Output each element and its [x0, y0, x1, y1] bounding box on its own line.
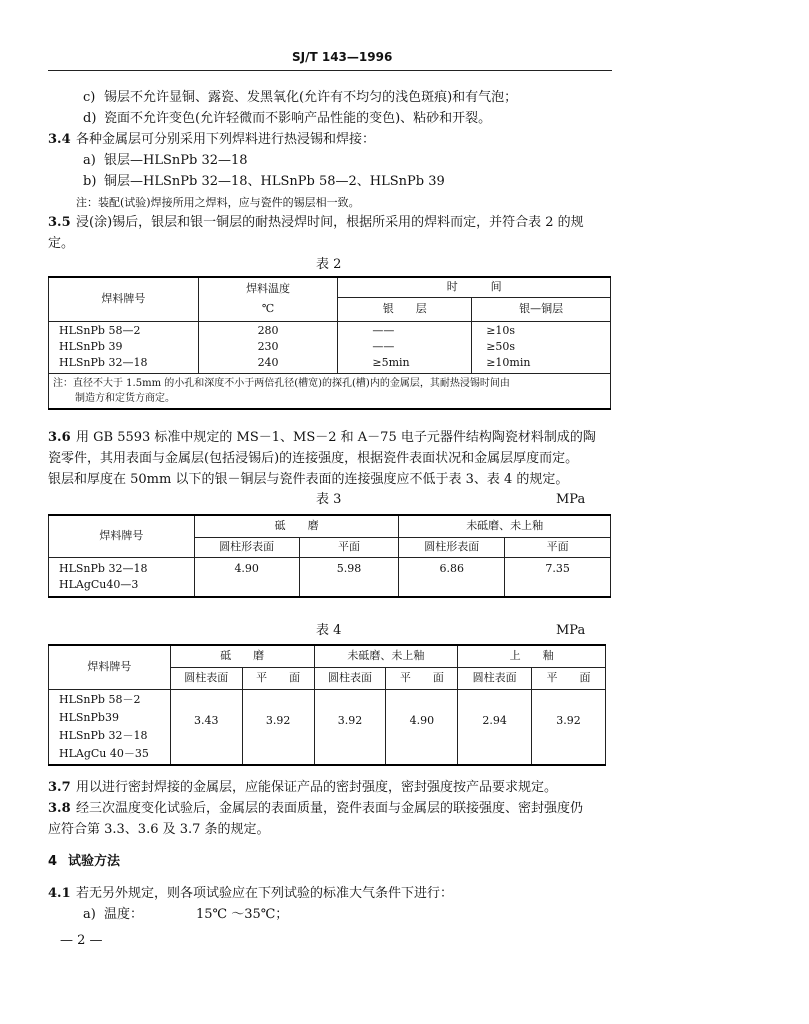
page-number: — 2 — — [60, 933, 103, 948]
table2-row-solder: HLSnPb 58—2 — [59, 324, 141, 337]
clause-3-7-text: 用以进行密封焊接的金属层，应能保证产品的密封强度，密封强度按产品要求规定。 — [76, 780, 558, 795]
table4-header-solder: 焊料牌号 — [49, 645, 171, 689]
table2-col-temp — [198, 321, 338, 373]
table4-solder: HLSnPb39 — [59, 710, 119, 724]
table2-row-agcu: ≥10s — [486, 324, 516, 337]
table2-header-time: 时 间 — [338, 277, 611, 297]
table2-row-silver: ≥5min — [372, 356, 410, 369]
clause-3-5-line2: 定。 — [48, 236, 75, 251]
table4-header-flat: 平 面 — [532, 667, 606, 689]
table4-header-glazed: 上 釉 — [458, 645, 606, 667]
clause-3-6-number: 3.6 — [48, 430, 71, 445]
table3-value: 4.90 — [194, 557, 299, 597]
table4-value: 3.92 — [242, 689, 314, 765]
item-d-text: 瓷面不允许变色(允许轻微而不影响产品性能的变色)、粘砂和开裂。 — [104, 111, 492, 126]
table2-note-line2: 制造方和定货方商定。 — [75, 392, 175, 404]
clause-3-6-line1: 用 GB 5593 标准中规定的 MS－1、MS－2 和 A－75 电子元器件结构陶瓷材料制成的陶 — [76, 430, 596, 445]
clause-3-5-line1: 浸(涂)锡后，银层和银一铜层的耐热浸焊时间，根据所采用的焊料而定，并符合表 2 的规 — [76, 215, 584, 230]
clause-3-4-number: 3.4 — [48, 132, 71, 147]
table4-caption: 表 4 — [316, 623, 342, 638]
clause-3-4-a-text: 银层—HLSnPb 32—18 — [104, 153, 248, 168]
document-header: SJ/T 143—1996 — [292, 50, 393, 64]
table2-row-silver: —— — [372, 340, 395, 353]
table4-solder: HLAgCu 40－35 — [59, 746, 149, 760]
table2-header-temp-label: 焊料温度 — [246, 282, 291, 296]
clause-4-1-text: 若无另外规定，则各项试验应在下列试验的标准大气条件下进行： — [76, 886, 454, 901]
item-c-text: 锡层不允许显铜、露瓷、发黑氧化(允许有不均匀的浅色斑痕)和有气泡； — [104, 90, 518, 105]
table2-note-line1: 注：直径不大于 1.5mm 的小孔和深度不小于两倍孔径(槽宽)的探孔(槽)内的金属层，其耐热浸锡时间由 — [53, 377, 510, 389]
clause-4-1-number: 4.1 — [48, 886, 71, 901]
section-4-number: 4 — [48, 854, 58, 869]
table4-header-cyl: 圆柱表面 — [458, 667, 532, 689]
table2-row-temp: 280 — [257, 324, 279, 337]
table4-header-cyl: 圆柱表面 — [170, 667, 242, 689]
table4-value: 4.90 — [386, 689, 458, 765]
table3-value: 5.98 — [299, 557, 399, 597]
table2-row-temp: 240 — [257, 356, 279, 369]
table3-value: 7.35 — [505, 557, 611, 597]
clause-4-1-a-value: 15℃ ～35℃； — [196, 907, 289, 922]
table3-solder: HLAgCu40—3 — [59, 577, 139, 591]
table2-row-agcu: ≥50s — [486, 340, 516, 353]
clause-3-7-number: 3.7 — [48, 780, 71, 795]
table3-header-flat: 平面 — [505, 537, 611, 557]
table4-header-flat: 平 面 — [242, 667, 314, 689]
clause-4-1-a-name: 温度： — [104, 907, 144, 922]
table2-col-solder — [49, 321, 199, 373]
table2-header-silver: 银 层 — [338, 297, 472, 321]
table4-solder: HLSnPb 58－2 — [59, 692, 141, 706]
table2-caption: 表 2 — [316, 257, 342, 272]
table2-note — [49, 373, 611, 409]
table2-header-agcu: 银—铜层 — [472, 297, 611, 321]
table4-header-cyl: 圆柱表面 — [314, 667, 386, 689]
clause-3-4-a-label: a) — [83, 153, 96, 168]
table4-header-unground: 未砥磨、未上釉 — [314, 645, 458, 667]
clause-3-4-text: 各种金属层可分别采用下列焊料进行热浸锡和焊接： — [76, 132, 376, 147]
item-d-label: d) — [83, 111, 97, 126]
clause-3-4-b-text: 铜层—HLSnPb 32—18、HLSnPb 58—2、HLSnPb 39 — [104, 174, 445, 189]
table2-row-silver: —— — [372, 324, 395, 337]
clause-3-8-number: 3.8 — [48, 801, 71, 816]
table3-header-unground: 未砥磨、未上釉 — [399, 515, 611, 537]
clause-3-6-line3: 银层和厚度在 50mm 以下的银－铜层与瓷件表面的连接强度应不低于表 3、表 4 的规定。 — [48, 472, 569, 487]
table2-header-temp-unit: ℃ — [261, 302, 275, 316]
table4-value: 3.43 — [170, 689, 242, 765]
table4-col-solder — [49, 689, 171, 765]
table3 — [48, 514, 611, 598]
clause-3-8-line2: 应符合第 3.3、3.6 及 3.7 条的规定。 — [48, 822, 270, 837]
table3-caption: 表 3 — [316, 492, 342, 507]
table3-header-cyl: 圆柱形表面 — [194, 537, 299, 557]
table2-row-agcu: ≥10min — [486, 356, 531, 369]
table3-header-cyl: 圆柱形表面 — [399, 537, 505, 557]
table2-row-solder: HLSnPb 39 — [59, 340, 123, 353]
table3-header-ground: 砥 磨 — [194, 515, 399, 537]
clause-3-8-line1: 经三次温度变化试验后，金属层的表面质量，瓷件表面与金属层的联接强度、密封强度仍 — [76, 801, 584, 816]
table4-value: 3.92 — [532, 689, 606, 765]
table2-col-silver — [338, 321, 472, 373]
table4-header-flat: 平 面 — [386, 667, 458, 689]
table3-solder: HLSnPb 32—18 — [59, 561, 148, 575]
clause-3-6-line2: 瓷零件，其用表面与金属层(包括浸锡后)的连接强度，根据瓷件表面状况和金属层厚度而定。 — [48, 451, 579, 466]
table4-unit: MPa — [556, 623, 586, 638]
clause-3-5-number: 3.5 — [48, 215, 71, 230]
table4-header-ground: 砥 磨 — [170, 645, 314, 667]
table4 — [48, 644, 606, 766]
table2-header-temp — [198, 277, 338, 321]
table3-header-solder: 焊料牌号 — [49, 515, 195, 557]
table2 — [48, 276, 611, 410]
clause-4-1-a-label: a) — [83, 907, 96, 922]
table3-header-flat: 平面 — [299, 537, 399, 557]
table3-unit: MPa — [556, 492, 586, 507]
item-c-label: c) — [83, 90, 96, 105]
header-rule — [48, 70, 612, 71]
clause-3-4-note: 注：装配(试验)焊接所用之焊料，应与瓷件的锡层相一致。 — [76, 196, 360, 209]
table2-header-solder: 焊料牌号 — [49, 277, 199, 321]
table3-col-solder — [49, 557, 195, 597]
clause-3-4-b-label: b) — [83, 174, 97, 189]
section-4-title: 试验方法 — [68, 854, 121, 869]
table2-col-agcu — [472, 321, 611, 373]
table3-value: 6.86 — [399, 557, 505, 597]
table2-row-temp: 230 — [257, 340, 279, 353]
table4-value: 3.92 — [314, 689, 386, 765]
table4-solder: HLSnPb 32－18 — [59, 728, 148, 742]
table4-value: 2.94 — [458, 689, 532, 765]
table2-row-solder: HLSnPb 32—18 — [59, 356, 148, 369]
